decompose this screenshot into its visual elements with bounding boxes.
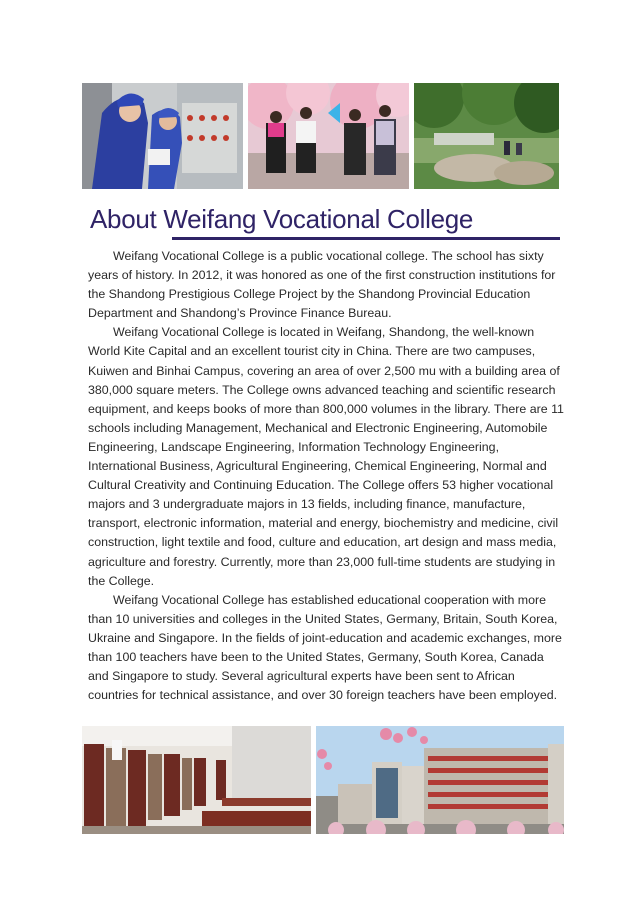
photo-students-blossoms [248,83,409,189]
photo-lab-students [82,83,243,189]
photo-campus-garden [414,83,559,189]
photo-campus-building [316,726,564,834]
body-text [88,247,564,705]
paragraph-cooperation: Weifang Vocational College has established educational cooperation with more than 10 universities and colleges in the United States, Germany, Britain, South Korea, Ukraine and Singapore. In the fields of joint-education and academic exchanges, more than 100 teachers have been to the United States, Germany, South Korea, Canada and Singapore to study. Several agricultural experts have been sent to African countries for technical assistance, and over 30 foreign teachers have been employed. [88,592,562,703]
paragraph-history: Weifang Vocational College is a public vocational college. The school has sixty years of history. In 2012, it was honored as one of the first construction institutions for the Shandong Prestigious College Project by the Shandong Provincial Education Department and Shandong’s Province Finance Bureau. [88,249,556,321]
paragraph-campus: Weifang Vocational College is located in Weifang, Shandong, the well-known World Kite Capital and an excellent tourist city in China. There are two campuses, Kuiwen and Binhai Campus, covering an area of over 2,500 mu with a building area of 380,000 square meters. The College owns advanced teaching and scientific research equipment, and keeps books of more than 800,000 volumes in the library. There are 11 schools including Management, Mechanical and Electronic Engineering, Automobile Engineering, Landscape Engineering, Information Technology Engineering, International Business, Agricultural Engineering, Chemical Engineering, Normal and Cultural Creativity and Continuing Education. The College offers 53 higher vocational majors and 3 undergraduate majors in 13 fields, including finance, manufacture, transport, electronic information, material and energy, biochemistry and medicine, civil construction, light textile and food, culture and education, art design and mass media, agriculture and forestry. Currently, more than 23,000 full-time students are studying in the College. [88,325,564,588]
page-title: About Weifang Vocational College [90,204,474,234]
photo-library [82,726,311,834]
title-underline [172,237,560,240]
